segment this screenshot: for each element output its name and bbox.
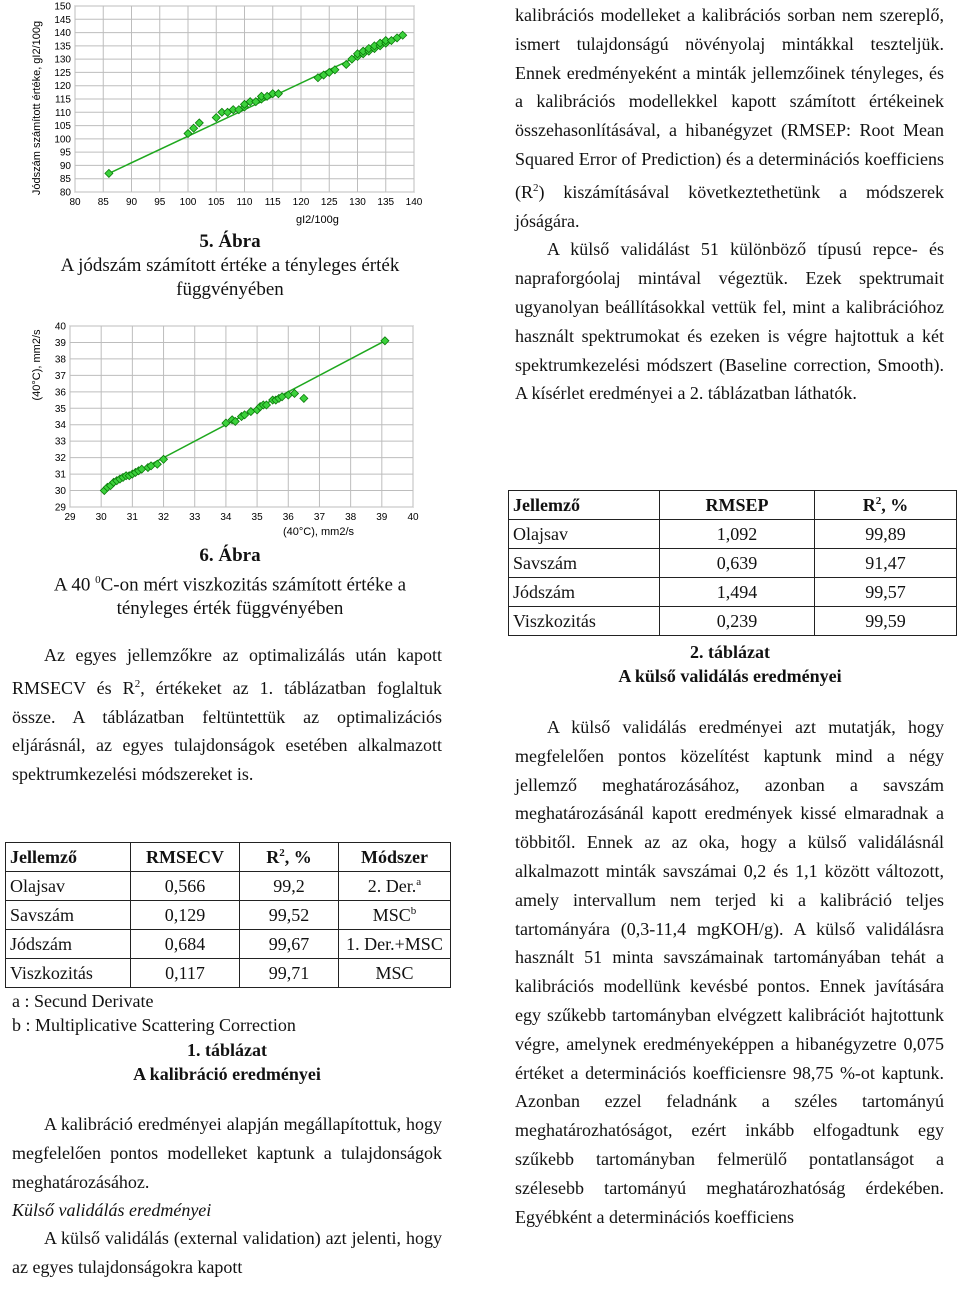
- right-para-3-text: A külső validálás eredményei azt mutatják, hogy megfelelően pontos közelítést kaptunk mind a négy jellemző meghatározásához, azonban a savszám meghatározásánál kapott eredmények kissé elmaradnak a többitől. Ennek az az oka, hogy a külső validálásnál alkalmazott minták savszámai 0,2 és 1,1 között változott, amely intervallum nem terjed ki a kalibráció teljes tartományára (0,3-11,4 mgKOH/g). A külső validálásra használt 51 minta savszámainak tartományában tehát a kalibrációs modellünk kevésbé pontos. Ennek javítására egy szűkebb tartományban elvégzett kalibrációt hajtottunk végre, amelynek eredményeképpen a hibanégyzetre 0,075 értéket a determinációs koefficiensre 98,75 %-ot kaptunk. Azonban ezzel feladnánk a széles tartományú meghatározhatóságot, ezért inkább elfogadtunk egy szűkebb tartományban felmerülő pontatlanságot a szélesebb tartományú meghatározhatóság érdekében. Egyébként a determinációs koefficiens: [515, 717, 944, 1227]
- figure-5-caption: [20, 230, 440, 302]
- table-1-cell: 0,684: [131, 930, 240, 959]
- table-1-cell: 0,566: [131, 872, 240, 901]
- figure-6-xlabel: (40°C), mm2/s: [283, 526, 355, 538]
- table-2-row: [509, 549, 957, 578]
- figure-5-xlabel: gI2/100g: [296, 214, 339, 226]
- y-tick-label: 36: [54, 387, 66, 399]
- table-2-cell: 91,47: [815, 549, 957, 578]
- right-para-1: [515, 1, 944, 408]
- table-1-h-r2: $R^2$, %: [240, 843, 339, 872]
- table-2-row: [509, 607, 957, 636]
- table-1-cell: 99,52: [240, 901, 339, 930]
- figure-5-chart: [0, 0, 460, 230]
- table-2-cell: 1,092: [660, 520, 815, 549]
- table-1-cell: MSC: [339, 959, 451, 988]
- figure-6-ylabel: (40°C), mm2/s: [31, 329, 43, 401]
- figure-6-svg: [0, 295, 460, 545]
- x-tick-label: 35: [251, 512, 263, 523]
- table-2-cell: Savszám: [509, 549, 660, 578]
- x-tick-label: 85: [97, 197, 109, 208]
- right-para-1-text: kalibrációs modelleket a kalibrációs sorban nem szereplő, ismert tulajdonságú növényolaj mintákkal teszteljük. Ennek eredményeként a minták jellemzőinek tényleges, és a kalibrációs modellekkel kapott számított értékeinek összehasonlításával, a hibanégyzet (RMSEP: Root Mean Squared Error of Prediction) és a determinációs koefficiens (R: [515, 5, 944, 202]
- y-tick-label: 120: [54, 81, 71, 93]
- x-tick-label: 30: [95, 512, 107, 523]
- x-tick-label: 135: [377, 197, 395, 208]
- y-tick-label: 140: [54, 28, 71, 40]
- figure-5-ylabel: Jódszám számított értéke, gI2/100g: [31, 20, 43, 196]
- table-1-h-rmsecv: RMSECV: [131, 843, 240, 872]
- x-tick-label: 100: [179, 197, 197, 208]
- y-tick-label: 34: [54, 420, 66, 432]
- y-tick-label: 135: [54, 41, 71, 53]
- table-1-cell: 99,67: [240, 930, 339, 959]
- table-2-cell: Jódszám: [509, 578, 660, 607]
- table-2-cell: Viszkozitás: [509, 607, 660, 636]
- table-2-caption-title: A külső validálás eredményei: [618, 666, 842, 686]
- table-1-cell: MSC$^b$: [339, 901, 451, 930]
- x-tick-label: 31: [126, 512, 138, 523]
- figure-6-title-line: [20, 568, 440, 621]
- x-tick-label: 80: [69, 197, 81, 208]
- table-1-cell: 0,129: [131, 901, 240, 930]
- table-1-caption-title: A kalibráció eredményei: [133, 1064, 321, 1084]
- table-1-cell: Savszám: [6, 901, 131, 930]
- table-2-h-jellemzo: Jellemző: [509, 491, 660, 520]
- right-para-2-text: A külső validálást 51 különböző típusú repce- és napraforgóolaj mintával végeztük. Ezek spektrumait ugyanolyan beállításokkal vettük fel, mint a kalibrációhoz használt spektrumokat és ezeken is végre hajtottuk a két spektrumkezelési módszert (Baseline correction, Smooth). A kísérlet eredményei a 2. táblázatban láthatók.: [515, 239, 944, 404]
- table-2-cell: 99,57: [815, 578, 957, 607]
- table-1-cell: 1. Der.+MSC: [339, 930, 451, 959]
- y-tick-label: 80: [59, 187, 71, 199]
- table-2-cell: Olajsav: [509, 520, 660, 549]
- table-1-caption-number: 1. táblázat: [187, 1040, 267, 1060]
- y-tick-label: 39: [54, 337, 66, 349]
- table-2-caption-number: 2. táblázat: [690, 642, 770, 662]
- table-1-header: [6, 843, 451, 872]
- x-tick-label: 33: [189, 512, 201, 523]
- y-tick-label: 130: [54, 54, 71, 66]
- table-1-row: [6, 872, 451, 901]
- y-tick-label: 85: [59, 174, 71, 186]
- right-para-1-text-post: ) kiszámításával következtethetünk a módszerek jóságára.: [515, 181, 944, 231]
- y-tick-label: 145: [54, 14, 71, 26]
- x-tick-label: 90: [125, 197, 138, 208]
- y-tick-label: 31: [54, 469, 66, 481]
- x-tick-label: 29: [64, 512, 76, 523]
- table-2-cell: 1,494: [660, 578, 815, 607]
- figure-5-svg: [0, 0, 460, 230]
- table-1-row: [6, 930, 451, 959]
- table-1-note-a: a : Secund Derivate: [12, 991, 154, 1011]
- x-tick-label: 39: [376, 512, 388, 523]
- figure-6-title-post: C-on mért viszkozitás számított értéke a tényleges érték függvényében: [100, 574, 407, 620]
- y-tick-label: 37: [54, 370, 66, 382]
- figure-6-number: 6. Ábra: [199, 545, 261, 566]
- table-2-h-r2: $R^2$, %: [815, 491, 957, 520]
- left-para-3-text: A külső validálás (external validation) azt jelenti, hogy az egyes tulajdonságokra kapott: [12, 1228, 442, 1278]
- table-1-row: [6, 959, 451, 988]
- right-para-1-sup: 2: [533, 181, 539, 194]
- table-1-h-jellemzo: Jellemző: [6, 843, 131, 872]
- figure-6-caption: [20, 544, 440, 621]
- x-tick-label: 120: [292, 197, 310, 208]
- table-2-row: [509, 578, 957, 607]
- y-tick-label: 105: [54, 121, 71, 133]
- y-tick-label: 38: [54, 354, 66, 366]
- table-1: [5, 842, 451, 988]
- table-1-cell: Viszkozitás: [6, 959, 131, 988]
- x-tick-label: 115: [264, 197, 281, 208]
- x-tick-label: 38: [345, 512, 357, 523]
- x-tick-label: 130: [349, 197, 366, 208]
- table-1-row: [6, 901, 451, 930]
- table-1-note-b: b : Multiplicative Scattering Correction: [12, 1014, 296, 1035]
- table-1-cell: Olajsav: [6, 872, 131, 901]
- table-2-h-rmsep: RMSEP: [660, 491, 815, 520]
- left-heading: Külső validálás eredményei: [12, 1200, 212, 1221]
- figure-6-chart: [0, 295, 460, 545]
- x-tick-label: 34: [220, 512, 232, 523]
- y-tick-label: 90: [59, 160, 71, 172]
- x-tick-label: 140: [405, 197, 423, 208]
- table-1-notes: [12, 990, 452, 1037]
- table-1-cell: 99,2: [240, 872, 339, 901]
- x-tick-label: 37: [313, 512, 326, 523]
- figure-5-number: 5. Ábra: [199, 231, 261, 252]
- table-2-cell: 0,239: [660, 607, 815, 636]
- table-1-h-modszer: Módszer: [339, 843, 451, 872]
- left-para-1: [12, 641, 442, 789]
- y-tick-label: 32: [54, 453, 66, 465]
- y-tick-label: 35: [54, 403, 66, 415]
- left-para-2-text: A kalibráció eredményei alapján megállapítottuk, hogy megfelelően pontos modelleket kaptunk a tulajdonságok meghatározásához.: [12, 1114, 442, 1192]
- table-2-header: [509, 491, 957, 520]
- x-tick-label: 110: [236, 197, 253, 208]
- left-para-1-sup: 2: [134, 677, 141, 690]
- right-para-3: [515, 713, 944, 1231]
- y-tick-label: 110: [55, 107, 71, 119]
- x-tick-label: 95: [154, 197, 166, 208]
- table-1-cell: 2. Der.$^a$: [339, 872, 451, 901]
- table-2: [508, 490, 957, 636]
- x-tick-label: 125: [320, 197, 338, 208]
- y-tick-label: 115: [55, 94, 71, 106]
- y-tick-label: 40: [54, 321, 66, 333]
- y-tick-label: 33: [54, 436, 66, 448]
- y-tick-label: 95: [59, 147, 71, 159]
- x-tick-label: 40: [407, 512, 419, 523]
- table-2-caption: [515, 640, 945, 688]
- y-tick-label: 150: [54, 1, 71, 13]
- y-tick-label: 100: [54, 134, 71, 146]
- x-tick-label: 105: [207, 197, 225, 208]
- table-1-cell: 99,71: [240, 959, 339, 988]
- figure-5-title: A jódszám számított értéke a tényleges érték függvényében: [60, 255, 400, 300]
- left-para-1-text-post: , értékeket az 1. táblázatban foglaltuk össze. A táblázatban feltüntettük az optimalizációs eljárásnál, az egyes tulajdonságok esetében alkalmazott spektrumkezelési módszereket is.: [12, 677, 442, 785]
- table-1-cell: 0,117: [131, 959, 240, 988]
- y-tick-label: 30: [54, 486, 66, 498]
- x-tick-label: 36: [282, 512, 294, 523]
- left-para-2: [12, 1110, 442, 1282]
- figure-6-title-pre: A 40: [53, 574, 96, 596]
- x-tick-label: 32: [157, 512, 170, 523]
- table-2-cell: 99,89: [815, 520, 957, 549]
- y-tick-label: 29: [54, 502, 66, 514]
- table-2-cell: 99,59: [815, 607, 957, 636]
- left-para-1-text: Az egyes jellemzőkre az optimalizálás után kapott RMSECV és R: [12, 645, 442, 698]
- table-2-cell: 0,639: [660, 549, 815, 578]
- table-1-caption: [12, 1038, 442, 1086]
- table-2-row: [509, 520, 957, 549]
- table-1-cell: Jódszám: [6, 930, 131, 959]
- y-tick-label: 125: [54, 67, 71, 79]
- figure-6-title-sup: 0: [95, 574, 101, 586]
